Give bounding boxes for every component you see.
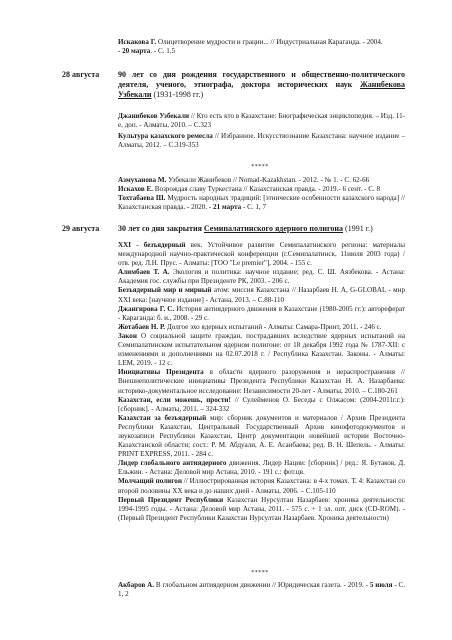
- ref-text: // Избранное. Искусствознание Казахстана: научное издание – Алматы, 2012. – С.319-353: [118, 132, 405, 150]
- ref-text: // Сулейменов О. Беседы с Олжасом: (2004-2011г.г.): [сборник]. - Алматы, 2011. – 324-332: [118, 395, 405, 413]
- ref-text: век. Устойчивое развитие Семипалатинского региона: материалы международной научно-практической конференции (г.Семипалатинск, 11июля 2003 года) / отв. ред. Л.Н. Прус. - Алматы: [ТОО "Le premier"], 2004. - 155 с.: [118, 241, 406, 268]
- date-aug-29: 29 августа: [62, 224, 100, 233]
- event-years: (1931-1998 гг.): [151, 90, 204, 99]
- ref-author: Казахстан, если можешь, прости!: [118, 395, 231, 404]
- refs2-aug-29: [118, 581, 405, 599]
- separator: *****: [251, 164, 269, 170]
- ref-entry: [118, 241, 405, 268]
- ref-entry: [118, 194, 405, 212]
- ref-pages: - С. 1, 2: [118, 581, 405, 599]
- separator: *****: [251, 570, 269, 576]
- ref-entry: [118, 581, 405, 599]
- ref-entry: [118, 185, 405, 194]
- ref-author: Искакова Г.: [118, 38, 157, 46]
- ref-entry: [118, 477, 405, 495]
- ref-entry: [118, 305, 405, 323]
- ref-author: Закон: [118, 331, 137, 340]
- ref-entry: [118, 368, 405, 395]
- ref-text: // Кто есть кто в Казахстане: Биографическая энциклопедия. – Изд. 11-е, доп. - Алматы, 2010. – С.323: [118, 112, 405, 130]
- refs-aug-28: [118, 112, 405, 150]
- refs2-aug-28: [118, 176, 405, 212]
- ref-entry: [118, 496, 405, 523]
- ref-author: Лидер глобального антиядерного: [118, 459, 227, 468]
- ref-text: История антиядерного движения в Казахстане (1980-2005 гг.): автореферат - Караганда: б. и., 2008. - 29 с.: [118, 304, 406, 322]
- ref-text: Экология и политика: научное издание; ред. С. Ш. Аязбекова. - Астана: Академия гос. службы при Президенте РК, 2003. - 206 с.: [118, 268, 405, 286]
- ref-text: мир: сборник документов и материалов / Архив Президента Республики Казахстан, Центральный Государственный Архив кинофотодокументов и звукозаписи Республики Казахстан, Центр документации новейшей истории Восточно-Казахстанской области; сост.: Р. М. Абдуали, А. Е. Асанбаева; ред. В. Н. Шепель. - Алматы: PRINT EXPRESS, 2011. - 284 с.: [118, 413, 405, 459]
- date-aug-28: 28 августа: [62, 70, 100, 79]
- ref-author: Жотабаев Н. Р.: [118, 322, 166, 331]
- ref-author: Акбаров А.: [118, 581, 155, 589]
- ref-author: Первый Президент Республики: [118, 495, 224, 504]
- ref-iskakova: [118, 38, 405, 56]
- ref-entry: [118, 414, 405, 459]
- ref-author: Джангирова Г. С.: [118, 304, 175, 313]
- ref-entry: [118, 112, 405, 130]
- ref-date: - 20 марта: [118, 47, 151, 56]
- ref-author: Искахов Е.: [118, 185, 153, 194]
- ref-author: Культура казахского ремесла: [118, 132, 213, 141]
- event-aug-28: [118, 70, 405, 100]
- ref-entry: [118, 176, 405, 185]
- ref-text: движения. Лидер Нации: [сборник] / ред.: Я. Бутаков, Д. Ельжин. - Астана: Деловой мир Астана, 2010. - 191 с.: фот.цв.: [118, 459, 405, 477]
- ref-author: Безъядерный мир и мирный: [118, 286, 212, 295]
- ref-author: Джанибеков Узбекали: [118, 112, 190, 120]
- event-years: (1991 г.): [343, 224, 373, 233]
- ref-pages: . - С. 1,5: [150, 47, 176, 56]
- ref-author: Азмуханова М.: [118, 176, 167, 184]
- ref-text: О социальной защите граждан, пострадавших вследствие ядерных испытаний на Семипалатинском испытательном ядерном полигоне: от 18 декабря 1992 года № 1787-XII: с изменениями и дополнениями на 02.07.2018 г. / Республика Казахстан. Законы. - Алматы: LEM, 2019. - 12 с.: [118, 331, 405, 368]
- ref-entry: [118, 332, 405, 368]
- ref-text: Олицетворение мудрости и грации... // Индустриальная Караганда. - 2004.: [156, 38, 383, 46]
- ref-author: Алимбаев Т. А.: [118, 268, 170, 277]
- ref-text: Возрождая славу Туркестана // Казахстанская правда. - 2019.- 6 сент. - С. 8: [152, 185, 381, 194]
- ref-author: XXI - безъядерный: [118, 241, 186, 249]
- event-name: Жанибекова Узбекали: [118, 80, 405, 99]
- ref-author: Инициативы Президента: [118, 368, 204, 377]
- ref-entry: [118, 132, 405, 150]
- ref-entry: [118, 286, 405, 304]
- ref-date: 21 марта: [213, 203, 242, 212]
- ref-text: // Иллюстрированная история Казахстана: в 4-х томах. Т. 4: Казахстан со второй половины XX века и до наших дней - Алматы, 2006. – С.105-110: [118, 477, 405, 495]
- ref-author: Молчащий полигон: [118, 477, 182, 486]
- ref-entry: [118, 268, 405, 286]
- event-text: 30 лет со дня закрытия: [118, 224, 204, 233]
- ref-author: Казахстан за безъядерный: [118, 413, 207, 422]
- ref-entry: [118, 396, 405, 414]
- ref-text: Казахстан Нурсултан Назарбаев: хроника деятельности: 1994-1995 годы. - Астана: Деловой мир Астана, 2011. - 575 с. + 1 эл. опт. диск (CD-ROM). - (Первый Президент Республики Казахстан Нурсултан Назарбаев. Хроника деятельности): [118, 495, 406, 522]
- ref-entry: [118, 459, 405, 477]
- ref-text: атом: миссия Казахстана // Назарбаев Н. А, G-GLOBAL - мир XXI века: [научное издание] - Астана, 2013. – С.88-110: [118, 286, 405, 304]
- ref-date: 5 июля: [369, 581, 393, 589]
- refs-aug-29: [118, 241, 405, 523]
- ref-pages: - С. 1, 7: [241, 203, 267, 212]
- event-name: Семипалатинского ядерного полигона: [203, 224, 344, 233]
- ref-text: Долгое эхо ядерных испытаний - Алматы: Самара-Принт, 2011. - 246 с.: [165, 322, 382, 331]
- ref-text: Мудрость народных традиций: [этнические особенности казахского народа] // Казахстанская правда. - 2020. -: [118, 194, 405, 212]
- ref-author: Тохтабаева Ш.: [118, 194, 166, 203]
- ref-text: В глобальном антиядерном движении // Юридическая газета. - 2019. -: [154, 581, 370, 589]
- event-aug-29: [118, 224, 405, 234]
- event-text: 90 лет со дня рождения государственного и общественно-политического деятеля, ученого, этнографа, доктора исторических наук: [118, 70, 405, 89]
- ref-text: в области ядерного разоружения и нераспространения // Внешнеполитические инициативы Президента Республики Казахстан Н. А. Назарбаева: историко-документальное исследование: Независимости 20-лет - Алматы, 2010. – С.180-261: [118, 368, 405, 395]
- ref-entry: [118, 323, 405, 332]
- ref-text: Узбекали Жанибеков // Nomad-Kazakhstan. - 2012. - № 1. - С. 62-66: [166, 176, 370, 184]
